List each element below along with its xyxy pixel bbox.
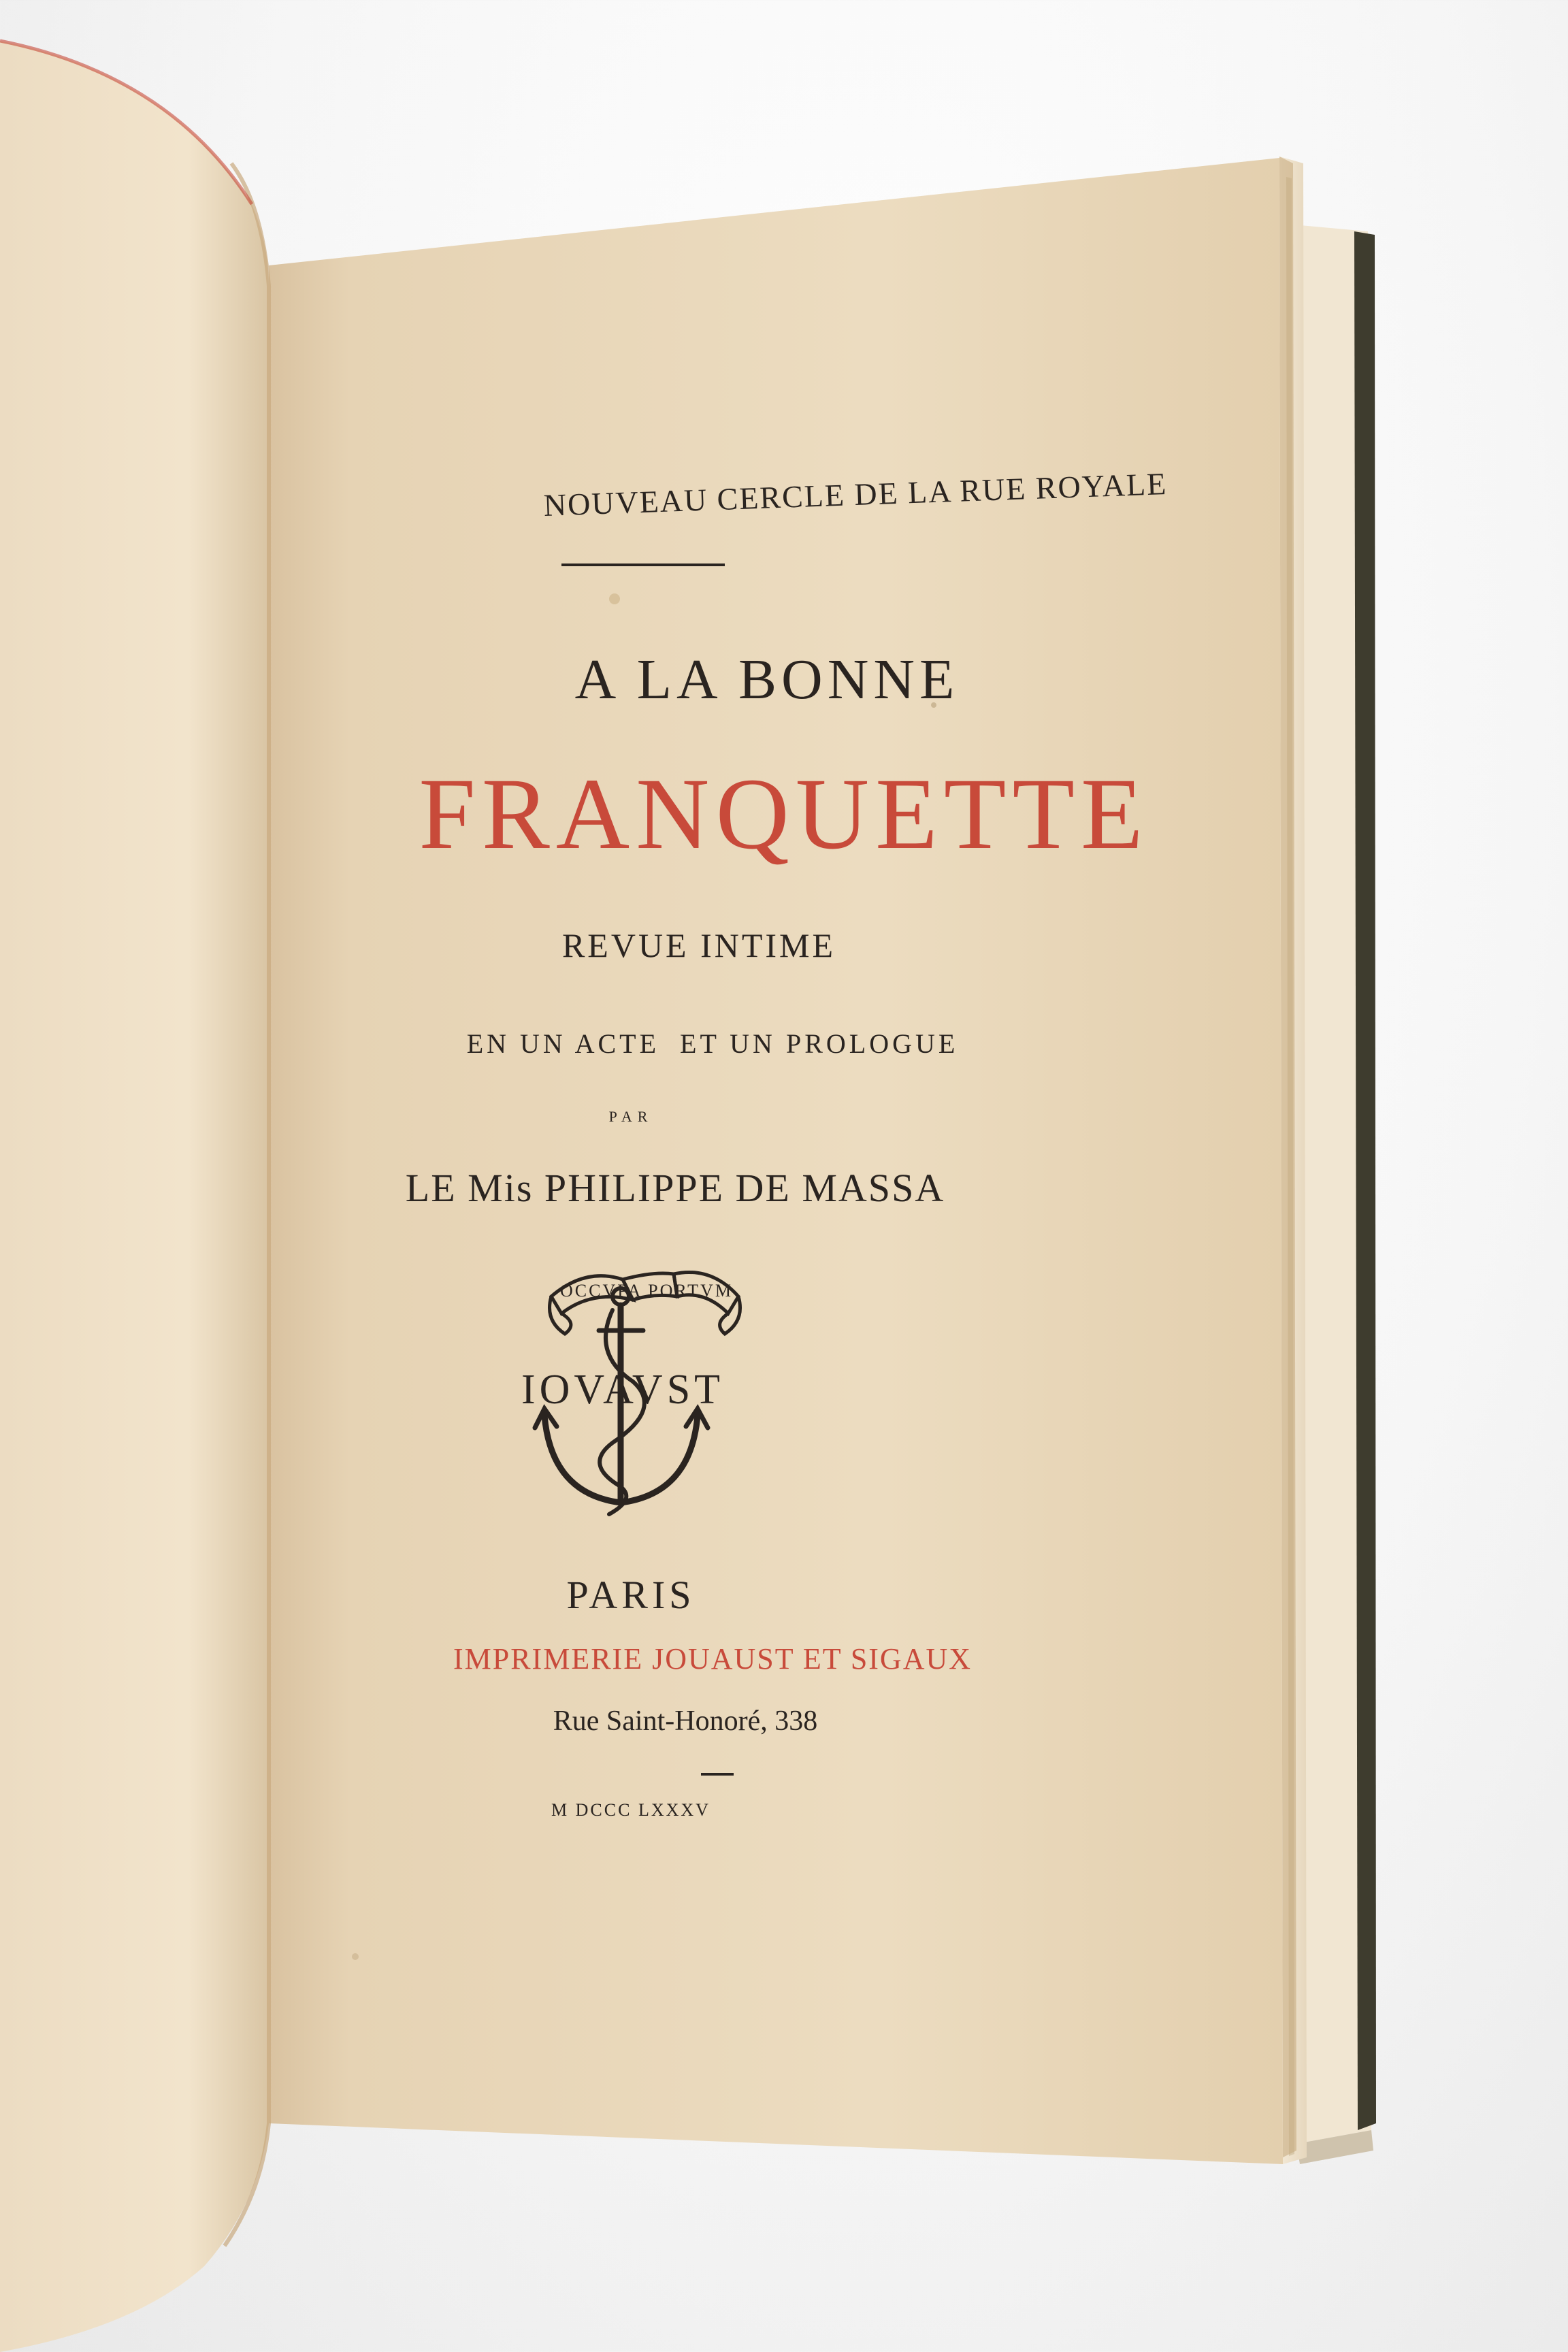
- printer-motto: OCCVPA PORTVM: [560, 1281, 733, 1301]
- by-label: PAR: [608, 1108, 653, 1125]
- city: PARIS: [566, 1573, 696, 1617]
- foxing-spot: [352, 1953, 359, 1960]
- page-edges: [1279, 157, 1307, 2164]
- address: Rue Saint-Honoré, 338: [553, 1705, 818, 1737]
- title-page: [269, 158, 1283, 2164]
- society-name: NOUVEAU CERCLE DE LA RUE ROYALE: [542, 466, 1169, 523]
- genre: REVUE INTIME: [561, 926, 836, 964]
- title-line-2: FRANQUETTE: [419, 757, 1149, 870]
- foxing-spot: [609, 593, 620, 604]
- printer-name: IOVAVST: [521, 1367, 725, 1413]
- date: M DCCC LXXXV: [551, 1800, 710, 1820]
- description: EN UN ACTE ET UN PROLOGUE: [466, 1028, 959, 1059]
- title-line-1: A LA BONNE: [574, 648, 960, 711]
- publisher: IMPRIMERIE JOUAUST ET SIGAUX: [453, 1642, 973, 1676]
- author: LE Mis PHILIPPE DE MASSA: [405, 1166, 945, 1210]
